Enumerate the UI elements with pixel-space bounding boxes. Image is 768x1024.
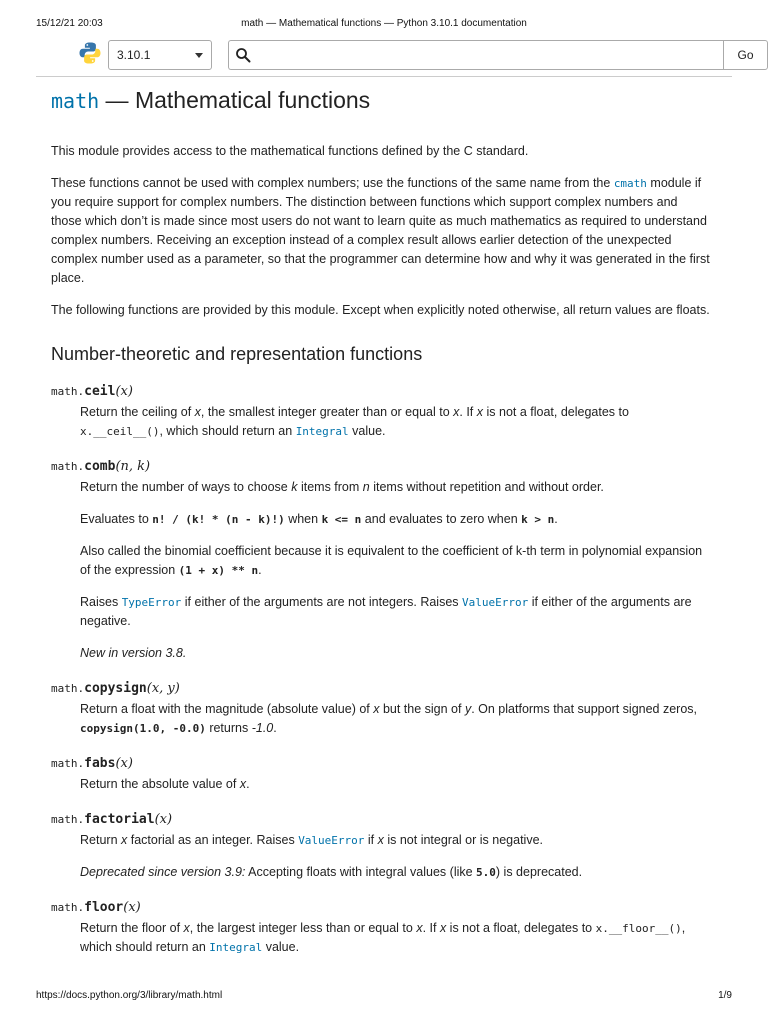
function-signature-fabs: math.fabs(x)	[51, 756, 133, 771]
function-description-fabs	[80, 775, 711, 794]
function-signature-ceil: math.ceil(x)	[51, 384, 133, 399]
version-select[interactable]	[108, 40, 212, 70]
integral-link[interactable]: Integral	[209, 941, 263, 954]
search-box	[228, 40, 723, 70]
print-page-number: 1/9	[718, 990, 732, 1001]
intro-paragraph-1: This module provides access to the mathematical functions defined by the C standard.	[51, 144, 529, 158]
print-header	[36, 18, 732, 32]
ceil-description: Return the ceiling of x, the smallest integer greater than or equal to x. If x is not a float, delegates to x.__ceil__(), which should return an Integral value.	[80, 405, 629, 438]
top-navigation-bar	[36, 42, 754, 77]
main-content	[51, 82, 711, 957]
python-logo-icon[interactable]	[78, 41, 102, 65]
function-description-floor	[80, 919, 711, 957]
intro-paragraph-3: The following functions are provided by this module. Except when explicitly noted otherwise, all return values are floats.	[51, 303, 710, 317]
comb-version-note: New in version 3.8.	[80, 646, 187, 660]
page-title	[51, 82, 711, 118]
version-select-value: 3.10.1	[117, 48, 151, 62]
cmath-link[interactable]: cmath	[613, 177, 647, 190]
print-footer	[36, 990, 732, 1004]
copysign-description: Return a float with the magnitude (absolute value) of x but the sign of y. On platforms that support signed zeros, copysign(1.0, -0.0) returns -1.0.	[80, 702, 698, 735]
function-signature-factorial: math.factorial(x)	[51, 812, 173, 827]
comb-description-2: Evaluates to n! / (k! * (n - k)!) when k <= n and evaluates to zero when k > n.	[80, 512, 558, 526]
page-title-code: math	[51, 89, 100, 113]
section-heading: Number-theoretic and representation functions	[51, 344, 423, 364]
valueerror-link[interactable]: ValueError	[462, 596, 529, 609]
comb-description-3: Also called the binomial coefficient because it is equivalent to the coefficient of k-th term in polynomial expansion of the expression (1 + x) ** n.	[80, 544, 703, 577]
function-description-ceil	[80, 403, 711, 441]
function-description-copysign	[80, 700, 711, 738]
valueerror-link[interactable]: ValueError	[298, 834, 365, 847]
floor-description: Return the floor of x, the largest integer less than or equal to x. If x is not a float, delegates to x.__floor__(), which should return an Integral value.	[80, 921, 686, 954]
fabs-description: Return the absolute value of x.	[80, 777, 250, 791]
print-datetime: 15/12/21 20:03	[36, 18, 103, 29]
integral-link[interactable]: Integral	[295, 425, 349, 438]
typeerror-link[interactable]: TypeError	[121, 596, 182, 609]
chevron-down-icon	[195, 53, 203, 58]
intro-paragraph-2: These functions cannot be used with complex numbers; use the functions of the same name from the cmath module if you require support for complex numbers. The distinction between functions which support complex numbers and those which don’t is made since most users do not want to learn quite as much mathematics as required to understand complex numbers. Receiving an exception instead of a complex result allows earlier detection of the unexpected complex number used as a parameter, so that the programmer can determine how and why it was generated in the first place.	[51, 176, 710, 285]
function-signature-copysign: math.copysign(x, y)	[51, 681, 180, 696]
function-description-comb	[80, 478, 711, 663]
function-description-factorial	[80, 831, 711, 882]
comb-description-1: Return the number of ways to choose k items from n items without repetition and without order.	[80, 480, 604, 494]
search-input[interactable]	[257, 44, 716, 68]
factorial-description: Return x factorial as an integer. Raises ValueError if x is not integral or is negative.	[80, 833, 543, 847]
print-title: math — Mathematical functions — Python 3.10.1 documentation	[241, 18, 527, 29]
print-url: https://docs.python.org/3/library/math.html	[36, 990, 223, 1001]
comb-description-4: Raises TypeError if either of the arguments are not integers. Raises ValueError if either of the arguments are negative.	[80, 595, 692, 628]
go-button[interactable]: Go	[723, 40, 768, 70]
search-icon	[235, 47, 251, 63]
function-signature-floor: math.floor(x)	[51, 900, 141, 915]
page-title-text: — Mathematical functions	[99, 87, 371, 113]
function-signature-comb: math.comb(n, k)	[51, 459, 151, 474]
factorial-deprecation-note: Deprecated since version 3.9: Accepting floats with integral values (like 5.0) is deprecated.	[80, 865, 583, 879]
